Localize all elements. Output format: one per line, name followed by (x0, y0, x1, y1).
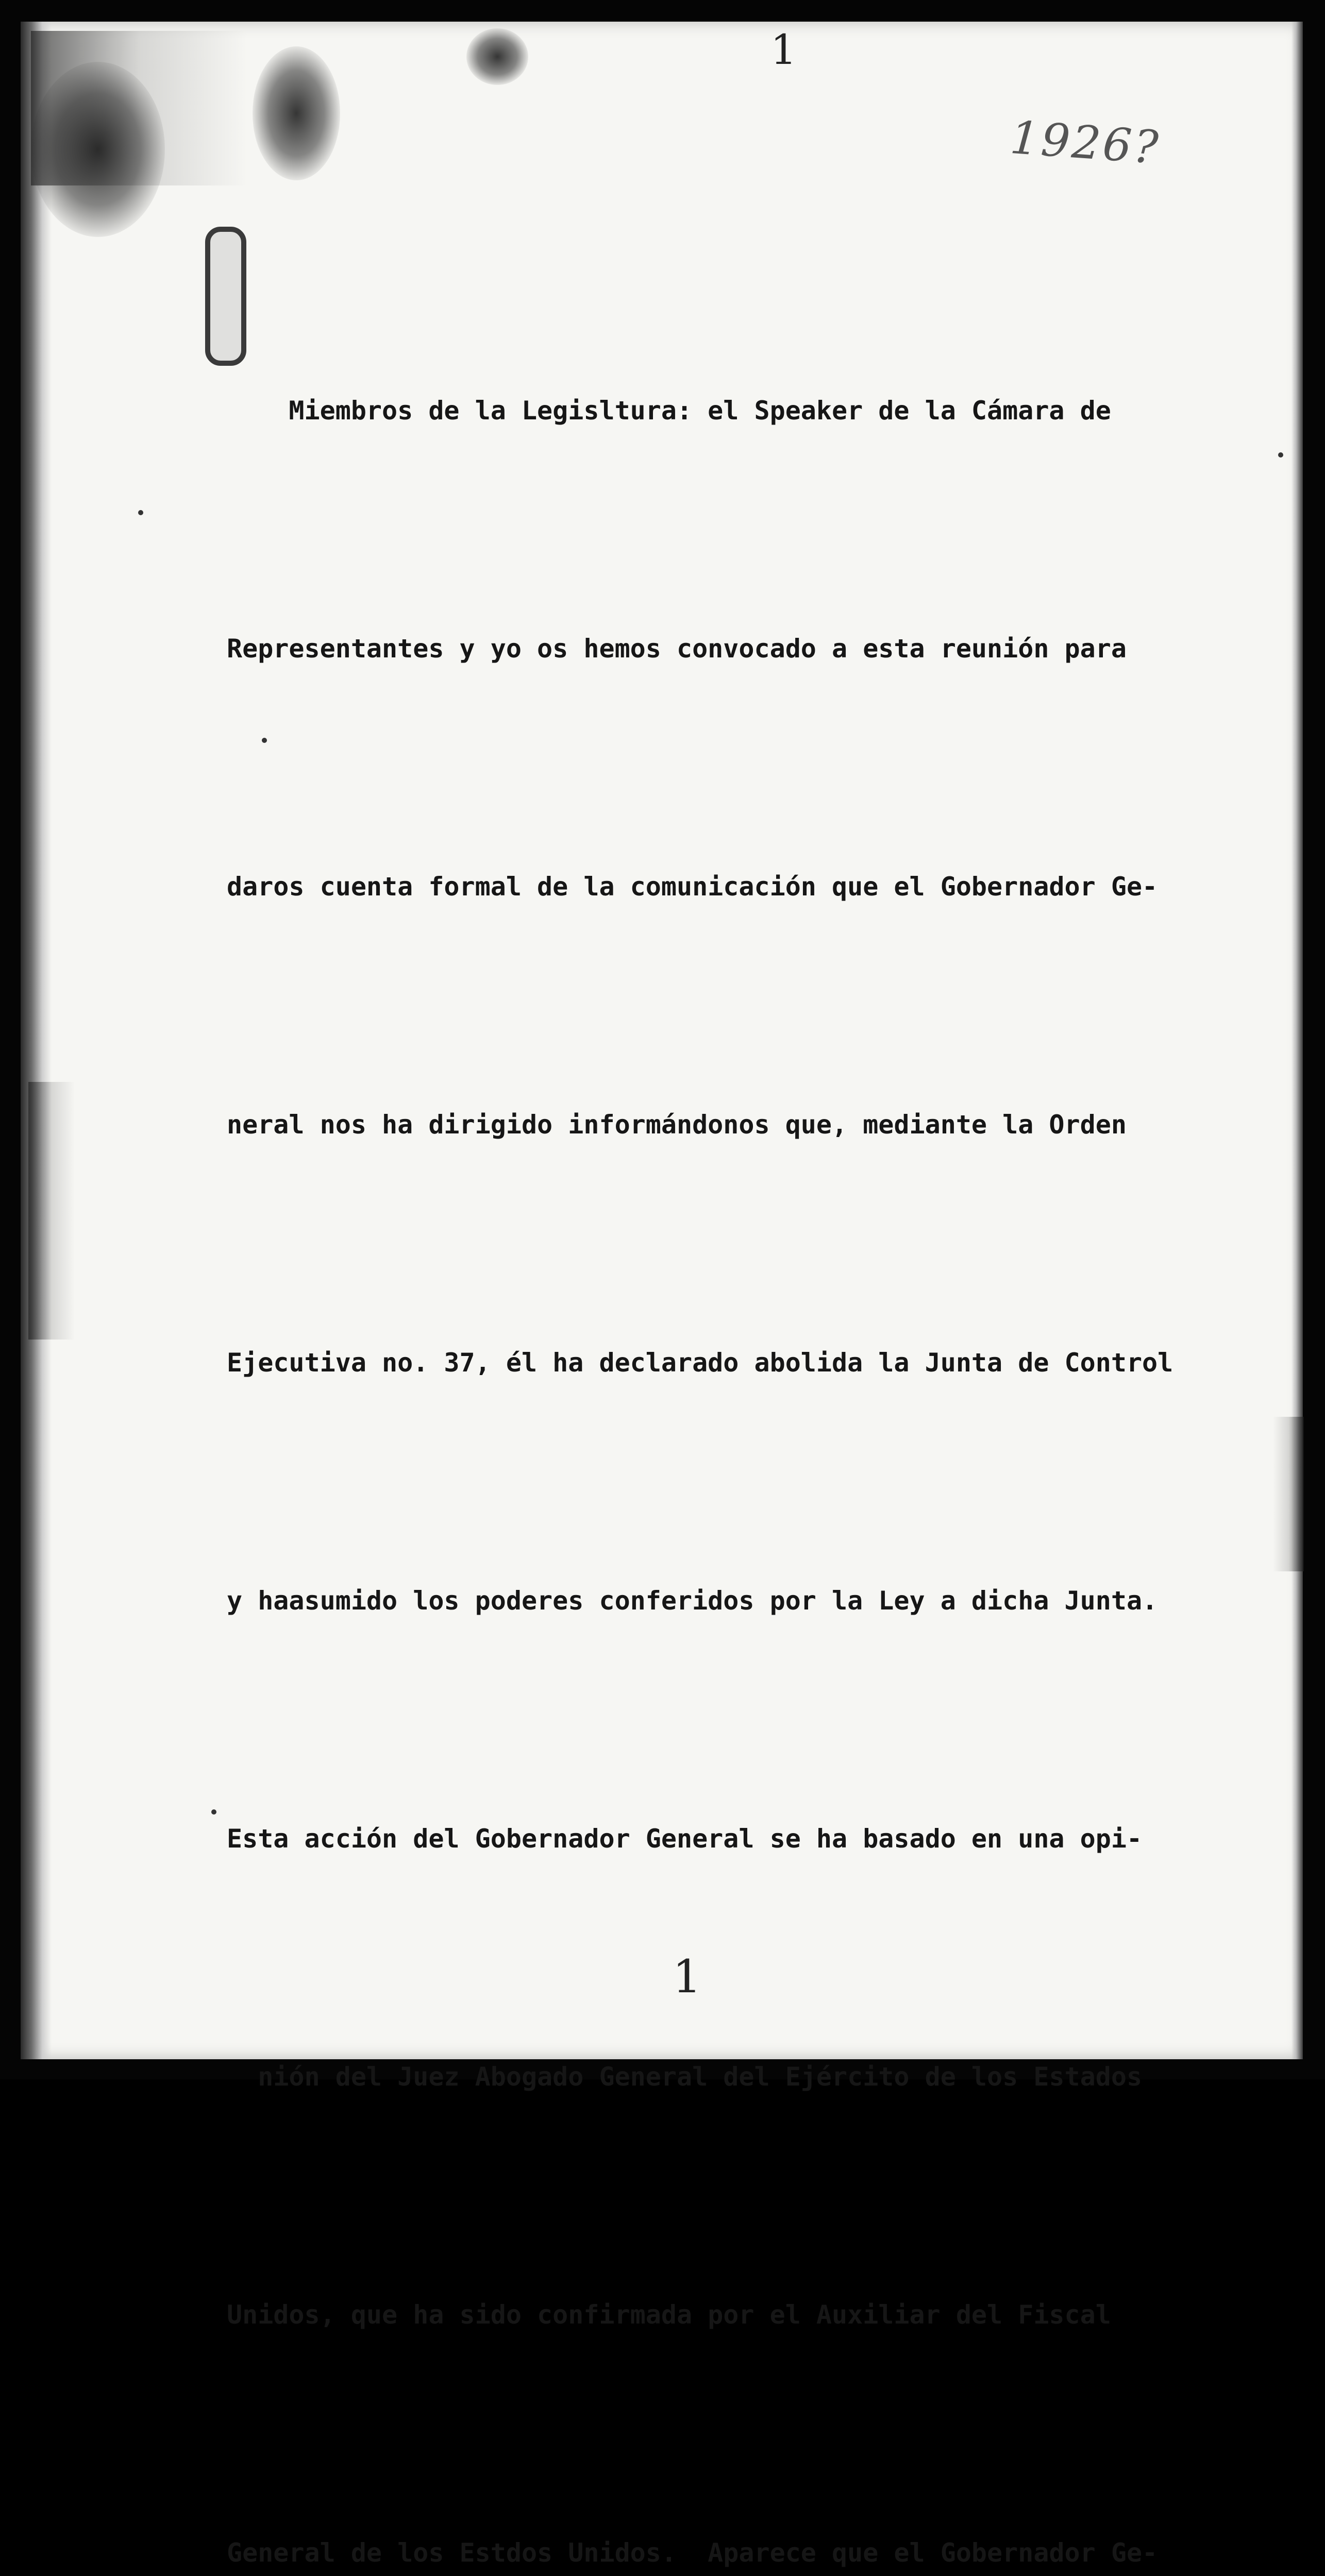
top-handwritten-mark: 1 (770, 26, 797, 74)
text-line: nión del Juez Abogado General del Ejército de los Estados (227, 2062, 1143, 2092)
speck (211, 1809, 216, 1815)
text-line: neral nos ha dirigido informándonos que, mediante la Orden (227, 1110, 1127, 1140)
ink-stain-top (466, 28, 528, 85)
page-number: 1 (673, 1950, 701, 2003)
page-right-edge (1292, 22, 1303, 2059)
typescript-body (227, 212, 1263, 2576)
right-margin-shadow (1273, 1417, 1304, 1571)
speck (1278, 452, 1283, 457)
handwritten-year-note: 1926? (1008, 110, 1162, 175)
left-margin-shadow (28, 1082, 75, 1340)
speck (138, 510, 143, 515)
text-line: Miembros de la Legisltura: el Speaker de la Cámara de (227, 396, 1111, 426)
ink-stain-left (253, 46, 340, 180)
text-line: daros cuenta formal de la comunicación que el Gobernador Ge- (227, 872, 1158, 902)
text-line: y haasumido los poderes conferidos por la Ley a dicha Junta. (227, 1586, 1158, 1616)
text-line: Esta acción del Gobernador General se ha basado en una opi- (227, 1824, 1143, 1854)
text-line: General de los Estdos Unidos. Aparece que el Gobernador Ge- (227, 2538, 1158, 2568)
ink-stain-corner (31, 62, 165, 237)
page-left-edge (21, 22, 52, 2059)
text-line: Representantes y yo os hemos convocado a esta reunión para (227, 634, 1127, 664)
text-line: Unidos, que ha sido confirmada por el Auxiliar del Fiscal (227, 2300, 1111, 2330)
text-line: Ejecutiva no. 37, él ha declarado abolida la Junta de Control (227, 1348, 1173, 1378)
